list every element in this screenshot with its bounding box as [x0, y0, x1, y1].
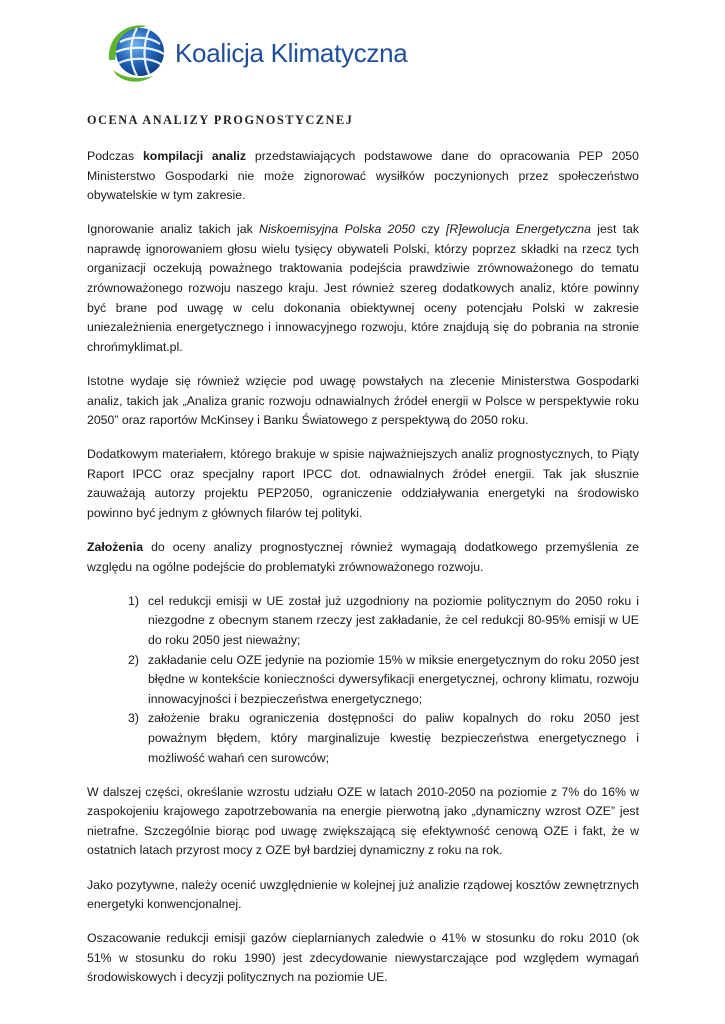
list-item: 1) cel redukcji emisji w UE został już uzgodniony na poziomie politycznym do 2050 roku i niezgodne z obecnym stanem rzeczy jest zakładanie, że cel redukcji 80-95% emisji w UE do roku 2050 jest nieważny; [128, 593, 639, 647]
globe-icon [103, 20, 169, 86]
italic-title: Niskoemisyjna Polska 2050 [258, 222, 416, 237]
logo-text: Koalicja Klimatyczna [175, 37, 408, 68]
paragraph-2: Ignorowanie analiz takich jak Niskoemisyjna Polska 2050 czy [R]ewolucja Energetyczna jest tak naprawdę ignorowaniem głosu wielu tysięcy obywateli Polski, którzy poprzez składki na rzecz tych organizacji oczekują poważnego traktowania podejścia prawdziwie zrównoważonego do tematu zrównoważonego rozwoju naszego kraju. Jest również szereg dodatkowych analiz, które powinny być brane pod uwagę w celu dokonania obiektywnej oceny potencjału Polski w zakresie uniezależnienia energetycznego i innowacyjnego rozwoju, które znajdują się do pobrania na stronie chrońmyklimat.pl. [87, 222, 640, 354]
bold-phrase: Założenia [87, 540, 144, 555]
paragraph-6: W dalszej części, określanie wzrostu udziału OZE w latach 2010-2050 na poziomie z 7% do 16% w zaspokojeniu krajowego zapotrzebowania na energie pierwotną jako „dynamiczny wzrost OZE” jest nietrafne. Szczególnie biorąc pod uwagę zwiększającą się efektywność cenową OZE i fakt, że w ostatnich latach przyrost mocy z OZE był bardziej dynamiczny z roku na rok. [87, 784, 639, 858]
list-item: 3) założenie braku ograniczenia dostępności do paliw kopalnych do roku 2050 jest poważnym błędem, który marginalizuje kwestię bezpieczeństwa energetycznego i możliwość wahań cen surowców; [128, 711, 639, 765]
paragraph-4: Dodatkowym materiałem, którego brakuje w spisie najważniejszych analiz prognostycznych, to Piąty Raport IPCC oraz specjalny raport IPCC dot. odnawialnych źródeł energii. Tak jak słusznie zauważają autorzy projektu PEP2050, ograniczenie oddziaływania energetyki na środowisko powinno być jednym z głównych filarów tej polityki. [87, 447, 639, 520]
assumptions-list [87, 592, 639, 768]
bold-phrase: kompilacji analiz [142, 149, 247, 163]
paragraph-8: Oszacowanie redukcji emisji gazów cieplarnianych zaledwie o 41% w stosunku do roku 2010 (ok 51% w stosunku do roku 1990) jest zdecydowanie niewystarczające pod względem wymagań środowiskowych i decyzji politycznych na poziomie UE. [87, 931, 639, 985]
document-body [87, 113, 639, 1002]
italic-title: [R]ewolucja Energetyczna [445, 222, 591, 237]
paragraph-1: Podczas kompilacji analiz przedstawiających podstawowe dane do opracowania PEP 2050 Ministerstwo Gospodarki nie może zignorować wysiłków poczynionych przez społeczeństwo obywatelskie w tym zakresie. [87, 149, 639, 203]
paragraph-5: Założenia do oceny analizy prognostycznej również wymagają dodatkowego przemyślenia ze względu na ogólne podejście do problematyki zrównoważonego rozwoju. [87, 540, 639, 574]
organization-logo [103, 18, 408, 88]
section-title: OCENA ANALIZY PROGNOSTYCZNEJ [87, 113, 354, 127]
list-item: 2) zakładanie celu OZE jedynie na poziomie 15% w miksie energetycznym do roku 2050 jest błędne w kontekście konieczności dywersyfikacji energetycznej, ochrony klimatu, rozwoju innowacyjności i bezpieczeństwa energetycznego; [128, 652, 639, 706]
paragraph-3: Istotne wydaje się również wzięcie pod uwagę powstałych na zlecenie Ministerstwa Gospodarki analiz, takich jak „Analiza granic rozwoju odnawialnych źródeł energii w Polsce w perspektywie roku 2050” oraz raportów McKinsey i Banku Światowego z perspektywą do 2050 roku. [87, 373, 639, 428]
paragraph-7: Jako pozytywne, należy ocenić uwzględnienie w kolejnej już analizie rządowej kosztów zewnętrznych energetyki konwencjonalnej. [87, 877, 639, 912]
